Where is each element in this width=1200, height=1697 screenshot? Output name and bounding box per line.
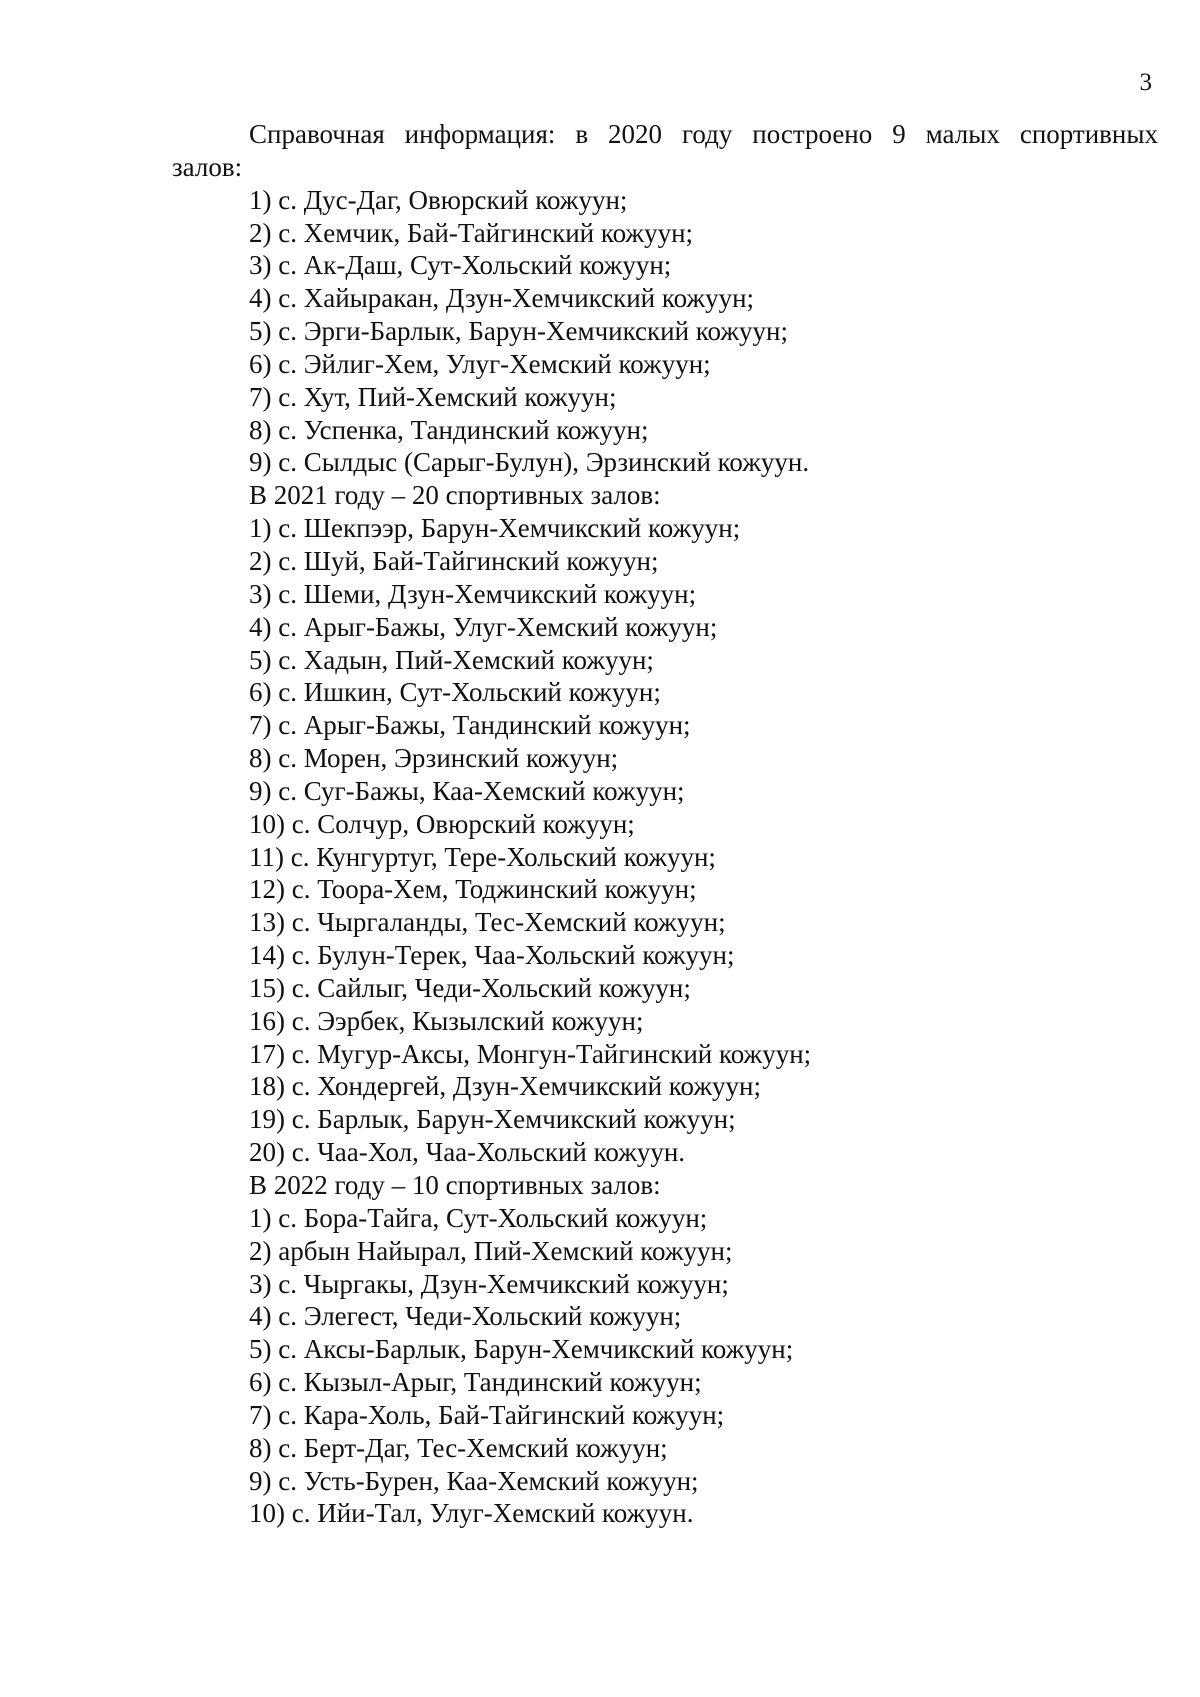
list-item: 9) с. Сылдыс (Сарыг-Булун), Эрзинский кожуун.	[249, 447, 810, 478]
list-item: 17) с. Мугур-Аксы, Монгун-Тайгинский кожуун;	[249, 1038, 812, 1069]
list-item: 1) с. Дус-Даг, Овюрский кожуун;	[249, 184, 628, 215]
list-item: 18) с. Хондергей, Дзун-Хемчикский кожуун;	[249, 1071, 761, 1102]
list-item: 2) с. Шуй, Бай-Тайгинский кожуун;	[249, 545, 659, 576]
list-item: 7) с. Хут, Пий-Хемский кожуун;	[249, 381, 617, 412]
list-item: 3) с. Шеми, Дзун-Хемчикский кожуун;	[249, 578, 697, 609]
list-item: 6) с. Ишкин, Сут-Хольский кожуун;	[249, 677, 661, 708]
intro-paragraph: Справочная информация: в 2020 году построено 9 малых спортивных залов:	[172, 119, 1158, 182]
list-item: 3) с. Чыргакы, Дзун-Хемчикский кожуун;	[249, 1268, 729, 1299]
list-item: 10) с. Ийи-Тал, Улуг-Хемский кожуун.	[249, 1498, 694, 1529]
list-item: 20) с. Чаа-Хол, Чаа-Хольский кожуун.	[249, 1137, 686, 1168]
list-item: 3) с. Ак-Даш, Сут-Хольский кожуун;	[249, 250, 672, 281]
list-item: 1) с. Бора-Тайга, Сут-Хольский кожуун;	[249, 1202, 708, 1233]
list-item: 4) с. Хайыракан, Дзун-Хемчикский кожуун;	[249, 283, 755, 314]
list-item: 7) с. Кара-Холь, Бай-Тайгинский кожуун;	[249, 1399, 725, 1430]
list-item: 15) с. Сайлыг, Чеди-Хольский кожуун;	[249, 972, 691, 1003]
list-item: 8) с. Морен, Эрзинский кожуун;	[249, 743, 619, 774]
list-item: 11) с. Кунгуртуг, Тере-Хольский кожуун;	[249, 841, 716, 872]
list-item: 14) с. Булун-Терек, Чаа-Хольский кожуун;	[249, 940, 735, 971]
list-item: 13) с. Чыргаланды, Тес-Хемский кожуун;	[249, 907, 726, 938]
section-heading-1: В 2021 году – 20 спортивных залов:	[249, 480, 661, 511]
list-item: 2) арбын Найырал, Пий-Хемский кожуун;	[249, 1235, 733, 1266]
list-item: 5) с. Аксы-Барлык, Барун-Хемчикский кожуун;	[249, 1334, 794, 1365]
list-item: 8) с. Берт-Даг, Тес-Хемский кожуун;	[249, 1432, 668, 1463]
list-item: 12) с. Тоора-Хем, Тоджинский кожуун;	[249, 874, 697, 905]
list-item: 5) с. Хадын, Пий-Хемский кожуун;	[249, 644, 654, 675]
list-item: 16) с. Ээрбек, Кызылский кожуун;	[249, 1005, 644, 1036]
list-item: 2) с. Хемчик, Бай-Тайгинский кожуун;	[249, 217, 694, 248]
list-item: 4) с. Элегест, Чеди-Хольский кожуун;	[249, 1301, 682, 1332]
list-item: 1) с. Шекпээр, Барун-Хемчикский кожуун;	[249, 513, 741, 544]
list-item: 9) с. Усть-Бурен, Каа-Хемский кожуун;	[249, 1465, 699, 1496]
list-item: 6) с. Кызыл-Арыг, Тандинский кожуун;	[249, 1367, 702, 1398]
gym-lists	[172, 184, 1158, 1531]
list-item: 9) с. Суг-Бажы, Каа-Хемский кожуун;	[249, 775, 685, 806]
list-item: 6) с. Эйлиг-Хем, Улуг-Хемский кожуун;	[249, 348, 711, 379]
page-number: 3	[1139, 69, 1152, 96]
list-item: 7) с. Арыг-Бажы, Тандинский кожуун;	[249, 710, 691, 741]
document-body	[172, 118, 1158, 1530]
section-heading-2: В 2022 году – 10 спортивных залов:	[249, 1170, 661, 1200]
list-item: 19) с. Барлык, Барун-Хемчикский кожуун;	[249, 1104, 736, 1135]
list-item: 5) с. Эрги-Барлык, Барун-Хемчикский кожуун;	[249, 316, 788, 347]
list-item: 4) с. Арыг-Бажы, Улуг-Хемский кожуун;	[249, 611, 718, 642]
list-item: 10) с. Солчур, Овюрский кожуун;	[249, 808, 635, 839]
list-item: 8) с. Успенка, Тандинский кожуун;	[249, 414, 649, 445]
